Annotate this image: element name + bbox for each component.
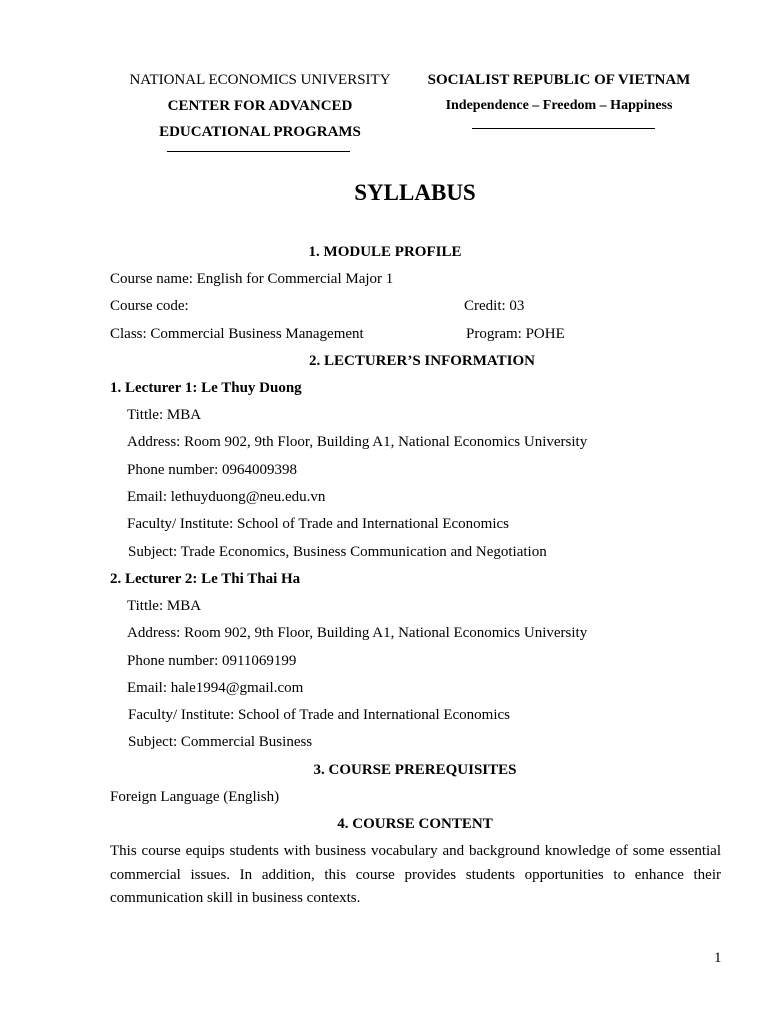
course-content-text: This course equips students with business vocabulary and background knowledge of some essential commercial issues. In addition, this course provides students opportunities to enhance their communication skill in business contexts.	[110, 843, 721, 906]
lecturer-1-name: 1. Lecturer 1: Le Thuy Duong	[110, 380, 302, 396]
lecturer-2-title: Tittle: MBA	[127, 598, 202, 614]
lecturer-1-phone: Phone number: 0964009398	[127, 462, 297, 478]
course-name: Course name: English for Commercial Major 1	[110, 271, 394, 287]
lecturer-2-phone: Phone number: 0911069199	[127, 653, 297, 669]
center-name-line2: EDUCATIONAL PROGRAMS	[159, 124, 361, 140]
module-profile-heading: 1. MODULE PROFILE	[308, 244, 462, 260]
lecturer-2-address: Address: Room 902, 9th Floor, Building A1, National Economics University	[127, 625, 588, 641]
class: Class: Commercial Business Management	[110, 326, 364, 342]
prerequisites-heading: 3. COURSE PREREQUISITES	[313, 762, 517, 778]
lecturer-2-subject: Subject: Commercial Business	[128, 734, 313, 750]
lecturer-2-name: 2. Lecturer 2: Le Thi Thai Ha	[110, 571, 301, 587]
lecturer-1-faculty: Faculty/ Institute: School of Trade and International Economics	[127, 516, 510, 532]
country-name: SOCIALIST REPUBLIC OF VIETNAM	[427, 72, 691, 88]
lecturer-2-email: Email: hale1994@gmail.com	[127, 680, 304, 696]
document-title: SYLLABUS	[354, 180, 476, 205]
lecturer-1-address: Address: Room 902, 9th Floor, Building A1, National Economics University	[127, 434, 588, 450]
lecturer-1-email: Email: lethuyduong@neu.edu.vn	[127, 489, 326, 505]
center-name-line1: CENTER FOR ADVANCED	[167, 98, 353, 114]
course-code: Course code:	[110, 298, 189, 314]
program: Program: POHE	[466, 326, 565, 342]
national-motto: Independence – Freedom – Happiness	[445, 98, 673, 113]
left-header-rule	[167, 151, 350, 152]
prerequisites-text: Foreign Language (English)	[110, 789, 280, 805]
credit: Credit: 03	[464, 298, 525, 314]
lecturer-1-title: Tittle: MBA	[127, 407, 202, 423]
lecturer-1-subject: Subject: Trade Economics, Business Communication and Negotiation	[128, 544, 547, 560]
lecturer-info-heading: 2. LECTURER’S INFORMATION	[309, 353, 535, 369]
course-content-heading: 4. COURSE CONTENT	[337, 816, 493, 832]
page-number: 1	[714, 950, 722, 966]
lecturer-2-faculty: Faculty/ Institute: School of Trade and International Economics	[128, 707, 511, 723]
university-name: NATIONAL ECONOMICS UNIVERSITY	[129, 72, 391, 88]
right-header-rule	[472, 128, 655, 129]
